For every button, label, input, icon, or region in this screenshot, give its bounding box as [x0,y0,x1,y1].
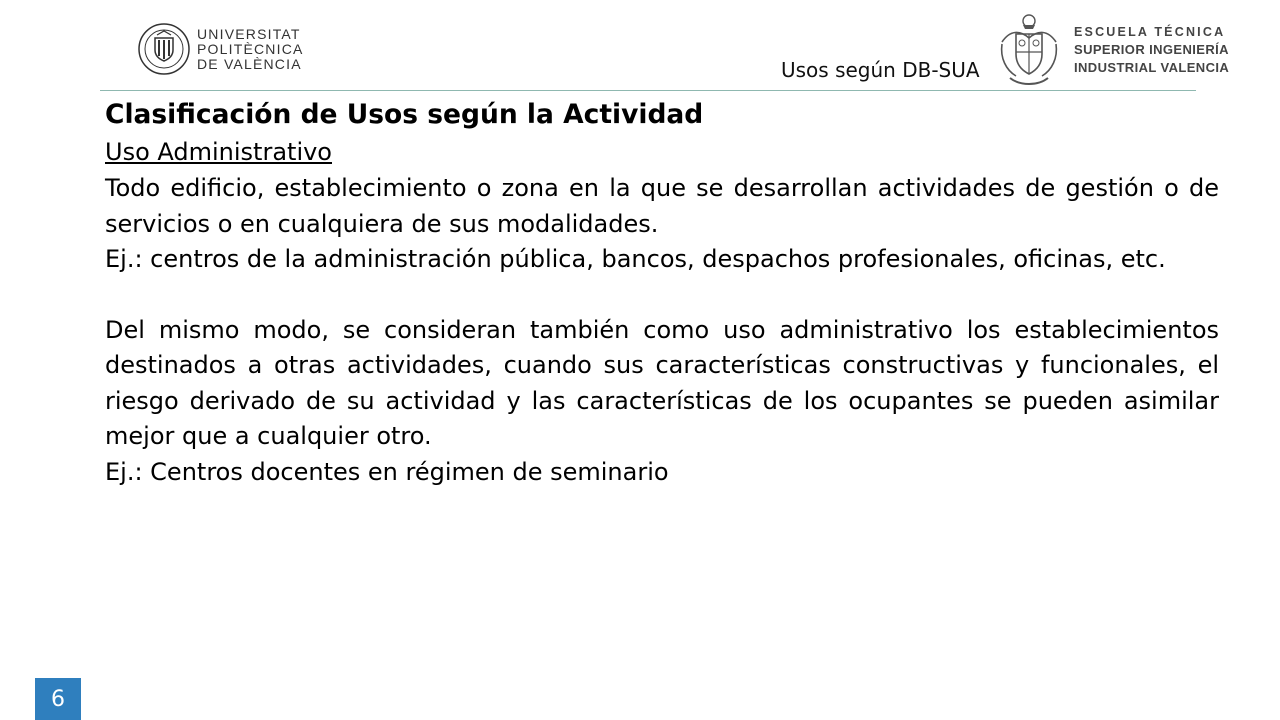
upv-seal-icon [138,23,190,75]
example-paragraph: Ej.: centros de la administración pública, bancos, despachos profesionales, oficinas, etc. [105,245,1166,273]
slide-subtitle: Uso Administrativo [105,138,332,166]
upv-logo-line: POLITÈCNICA [197,40,304,57]
etsii-logo [996,12,1229,88]
etsii-logo-line: ESCUELA TÉCNICA [1074,25,1226,39]
etsii-crest-icon [996,12,1062,88]
extension-paragraph: Del mismo modo, se consideran también como uso administrativo los establecimientos destinados a otras actividades, cuando sus características constructivas y funcionales, el riesgo derivado de su actividad y las características de los ocupantes se pueden asimilar mejor que a cualquier otro. [105,315,1219,450]
upv-logo [138,21,304,77]
example-paragraph: Ej.: Centros docentes en régimen de seminario [105,457,669,486]
etsii-logo-line: INDUSTRIAL VALENCIA [1074,60,1230,75]
paragraph-spacer [105,278,1219,313]
upv-logo-text [197,27,304,72]
upv-logo-line: UNIVERSITAT [197,25,301,42]
etsii-logo-line: SUPERIOR INGENIERÍA [1074,42,1229,57]
slide-content [105,96,1219,490]
section-title: Usos según DB-SUA [781,58,980,82]
slide-title: Clasificación de Usos según la Actividad [105,99,704,130]
etsii-logo-text [1074,23,1229,77]
page-number: 6 [35,678,81,720]
definition-paragraph: Todo edificio, establecimiento o zona en la que se desarrollan actividades de gestión o de servicios o en cualquiera de sus modalidades. [105,174,1219,238]
header-divider [100,90,1196,91]
upv-logo-line: DE VALÈNCIA [197,55,302,72]
